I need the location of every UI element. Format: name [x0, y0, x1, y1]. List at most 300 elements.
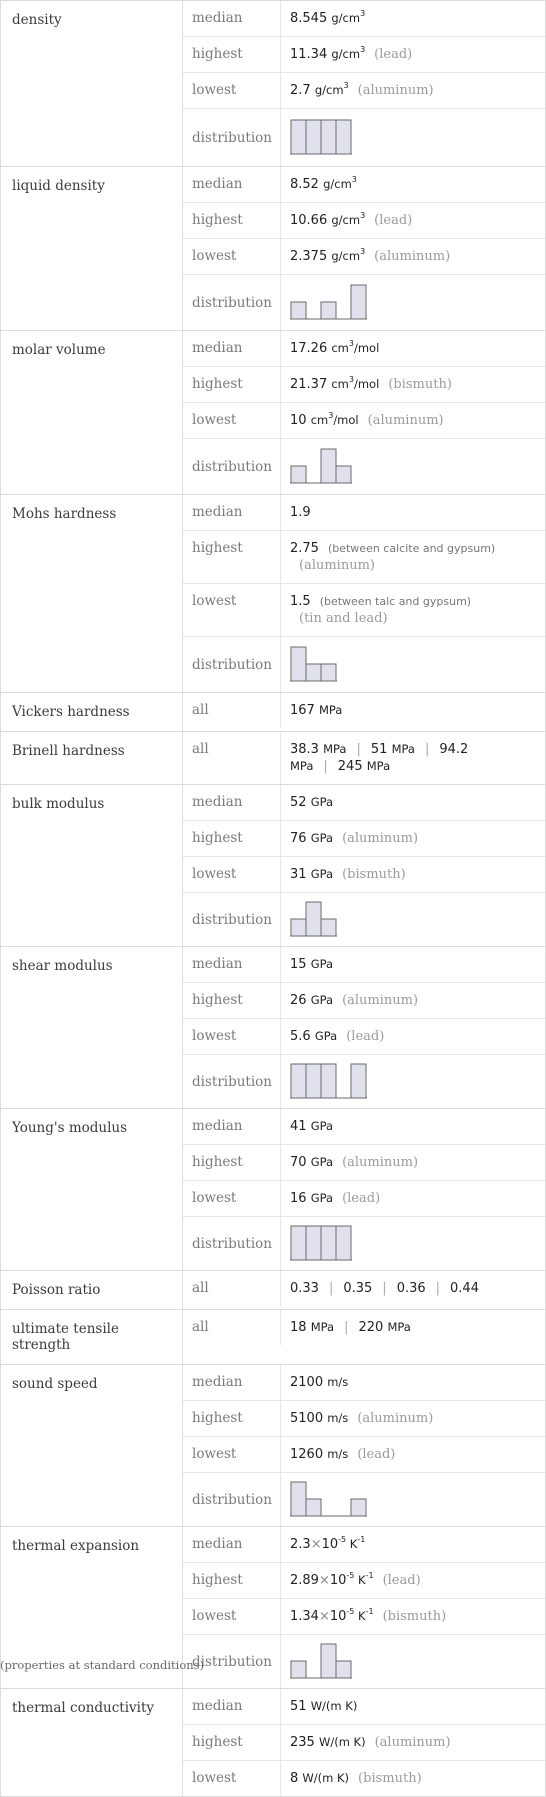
row-label — [183, 983, 281, 1018]
row-label-text: distribution — [192, 458, 272, 475]
value-comparison: (between talc and gypsum) — [319, 595, 472, 608]
row-value — [281, 857, 545, 892]
row-label-text: lowest — [192, 593, 237, 609]
unit-exponent: 3 — [360, 247, 366, 256]
row-label — [183, 531, 281, 583]
row-value — [281, 1271, 545, 1306]
value-unit: g/cm — [331, 11, 361, 25]
value-unit: cm — [331, 377, 349, 391]
histogram-bar — [351, 1064, 366, 1098]
histogram-bar — [321, 1064, 336, 1098]
row-label-text: distribution — [192, 1073, 272, 1090]
value-row — [183, 893, 545, 946]
property-values — [183, 732, 545, 784]
row-label — [183, 1145, 281, 1180]
value-note: (tin and lead) — [299, 611, 388, 626]
list-item — [290, 1320, 334, 1335]
value-number: 38.3 — [290, 742, 319, 757]
list-item — [371, 742, 415, 757]
row-label — [183, 785, 281, 820]
row-label-text: median — [192, 956, 243, 972]
value-row — [183, 439, 545, 494]
histogram-bar — [321, 919, 336, 936]
property-name: Brinell hardness — [1, 732, 183, 784]
value-unit: m/s — [327, 1375, 349, 1389]
row-label — [183, 203, 281, 238]
list-item — [338, 759, 390, 774]
value-unit: MPa — [290, 759, 314, 773]
value-number: 11.34 — [290, 47, 328, 62]
row-value — [281, 1019, 545, 1054]
row-label — [183, 1019, 281, 1054]
distribution-histogram — [290, 901, 337, 939]
value-row — [183, 37, 545, 73]
row-label — [183, 1217, 281, 1270]
value-row — [183, 983, 545, 1019]
value-number: 41 — [290, 1119, 307, 1134]
row-label-text: all — [192, 741, 209, 757]
value-note: (aluminum) — [342, 831, 419, 846]
value-note: (aluminum) — [357, 1411, 434, 1426]
value-number: 2.75 — [290, 541, 319, 556]
value-number: 1.9 — [290, 505, 311, 520]
row-value — [281, 1109, 545, 1144]
value-unit: MPa — [318, 703, 343, 717]
value-unit: cm — [310, 413, 329, 427]
row-value — [281, 1145, 545, 1180]
row-label-text: distribution — [192, 911, 272, 928]
value-row — [183, 109, 545, 166]
row-value — [281, 1310, 545, 1345]
value-row — [183, 785, 545, 821]
value-row — [183, 367, 545, 403]
row-value — [281, 1473, 545, 1526]
value-row — [183, 203, 545, 239]
value-comparison: (between calcite and gypsum) — [327, 542, 496, 555]
histogram-bar — [351, 1499, 366, 1516]
histogram-bar — [321, 120, 336, 154]
value-row — [183, 1271, 545, 1306]
row-value — [281, 439, 545, 494]
value-unit: GPa — [310, 1119, 334, 1133]
row-label-text: highest — [192, 1572, 243, 1588]
row-label-text: highest — [192, 1734, 243, 1750]
row-label-text: median — [192, 1536, 243, 1552]
row-label-text: all — [192, 702, 209, 718]
value-unit: K — [346, 1537, 358, 1551]
row-label-text: highest — [192, 540, 243, 556]
histogram-bar — [291, 466, 306, 483]
row-value — [281, 367, 545, 402]
value-row — [183, 732, 545, 784]
row-label — [183, 1689, 281, 1724]
row-value — [281, 495, 545, 530]
list-item — [290, 742, 346, 757]
row-label-text: highest — [192, 46, 243, 62]
value-unit: GPa — [310, 957, 334, 971]
property-group — [0, 1310, 546, 1365]
distribution-histogram — [290, 1643, 352, 1681]
row-value — [281, 73, 545, 108]
row-label — [183, 1055, 281, 1108]
row-label-text: median — [192, 340, 243, 356]
value-number: 31 — [290, 867, 307, 882]
row-label — [183, 1599, 281, 1634]
value-unit: MPa — [387, 1320, 411, 1334]
value-row — [183, 1725, 545, 1761]
histogram-bar — [321, 302, 336, 319]
row-label — [183, 495, 281, 530]
value-number: 18 — [290, 1320, 307, 1335]
value-unit-tail: /mol — [353, 341, 380, 355]
value-row — [183, 1473, 545, 1526]
value-unit: GPa — [310, 1191, 334, 1205]
row-value — [281, 1365, 545, 1400]
unit-exponent: 3 — [360, 211, 366, 220]
row-label-text: highest — [192, 376, 243, 392]
value-unit: MPa — [366, 759, 391, 773]
value-row — [183, 1310, 545, 1345]
value-unit: g/cm — [331, 47, 361, 61]
value-number: 15 — [290, 957, 307, 972]
value-number: 2.375 — [290, 249, 328, 264]
separator: | — [328, 1281, 334, 1296]
property-group — [0, 495, 546, 693]
histogram-bar — [351, 285, 366, 319]
value-number: 235 — [290, 1735, 315, 1750]
property-name: Vickers hardness — [1, 693, 183, 731]
histogram-bar — [291, 120, 306, 154]
distribution-histogram — [290, 448, 352, 486]
base-ten: 10 — [321, 1537, 339, 1552]
histogram-bar — [306, 664, 321, 681]
property-name: Mohs hardness — [1, 495, 183, 692]
value-note: (aluminum) — [357, 83, 434, 98]
row-label — [183, 1725, 281, 1760]
row-value — [281, 1527, 545, 1562]
row-label-text: distribution — [192, 656, 272, 673]
row-value — [281, 1599, 545, 1634]
separator: | — [356, 742, 361, 757]
value-row — [183, 1689, 545, 1725]
row-label — [183, 239, 281, 274]
value-number: 2.7 — [290, 83, 311, 98]
property-group — [0, 167, 546, 331]
list-item — [450, 1281, 479, 1296]
histogram-bar — [291, 647, 306, 681]
row-label — [183, 275, 281, 330]
row-label-text: lowest — [192, 412, 237, 428]
row-label-text: distribution — [192, 129, 272, 146]
value-number: 1260 — [290, 1447, 324, 1462]
row-value — [281, 1055, 545, 1108]
row-value — [281, 1181, 545, 1216]
property-name: sound speed — [1, 1365, 183, 1526]
property-name: molar volume — [1, 331, 183, 494]
value-row — [183, 1181, 545, 1217]
histogram-bar — [291, 1482, 306, 1516]
row-label — [183, 109, 281, 166]
row-label — [183, 403, 281, 438]
distribution-histogram — [290, 646, 337, 684]
list-item — [290, 1281, 319, 1296]
separator: | — [323, 759, 328, 774]
value-row — [183, 1109, 545, 1145]
property-values — [183, 1271, 545, 1309]
value-note: (lead) — [346, 1029, 385, 1044]
value-number: 5.6 — [290, 1029, 311, 1044]
value-number: 94.2 — [439, 742, 469, 757]
property-group — [0, 693, 546, 732]
histogram-bar — [321, 1226, 336, 1260]
value-row — [183, 73, 545, 109]
list-item — [397, 1281, 426, 1296]
row-label-text: lowest — [192, 1028, 237, 1044]
value-unit: MPa — [391, 742, 415, 756]
histogram-bar — [306, 1499, 321, 1516]
row-label-text: median — [192, 1698, 243, 1714]
row-value — [281, 1635, 545, 1688]
value-number: 220 — [358, 1320, 384, 1335]
property-values — [183, 167, 545, 330]
value-unit: g/cm — [314, 83, 344, 97]
property-group — [0, 1365, 546, 1527]
value-unit: m/s — [327, 1447, 349, 1461]
value-row — [183, 1563, 545, 1599]
property-values — [183, 693, 545, 731]
value-number: 5100 — [290, 1411, 324, 1426]
property-name: Young's modulus — [1, 1109, 183, 1270]
property-values — [183, 1689, 545, 1796]
value-number: 8.545 — [290, 11, 328, 26]
value-number: 26 — [290, 993, 307, 1008]
row-value — [281, 1725, 545, 1760]
value-note: (lead) — [382, 1573, 421, 1588]
value-unit: MPa — [323, 742, 347, 756]
value-number: 0.35 — [343, 1281, 373, 1296]
property-values — [183, 1, 545, 166]
value-note: (bismuth) — [342, 867, 406, 882]
row-label — [183, 947, 281, 982]
row-value — [281, 785, 545, 820]
value-row — [183, 1761, 545, 1796]
value-row — [183, 1365, 545, 1401]
value-note: (aluminum) — [374, 1735, 451, 1750]
histogram-bar — [306, 1226, 321, 1260]
histogram-bar — [291, 302, 306, 319]
row-value — [281, 637, 545, 692]
histogram-bar — [336, 1226, 351, 1260]
row-label — [183, 331, 281, 366]
row-value — [281, 275, 545, 330]
value-row — [183, 1437, 545, 1473]
value-unit: cm — [331, 341, 349, 355]
row-value — [281, 37, 545, 72]
row-label-text: median — [192, 1374, 243, 1390]
row-value — [281, 1563, 545, 1598]
row-label — [183, 1527, 281, 1562]
footnote: (properties at standard conditions) — [0, 1658, 205, 1672]
value-note: (aluminum) — [374, 249, 451, 264]
value-number: 2100 — [290, 1375, 324, 1390]
row-value — [281, 1401, 545, 1436]
row-label-text: distribution — [192, 1653, 272, 1670]
property-group — [0, 1271, 546, 1310]
value-note: (lead) — [357, 1447, 396, 1462]
property-values — [183, 1109, 545, 1270]
row-value — [281, 1437, 545, 1472]
property-values — [183, 495, 545, 692]
value-note: (aluminum) — [342, 993, 419, 1008]
row-label — [183, 893, 281, 946]
row-label — [183, 1365, 281, 1400]
value-number: 21.37 — [290, 377, 328, 392]
unit-exponent: -1 — [357, 1535, 366, 1544]
property-group — [0, 1689, 546, 1797]
row-value — [281, 983, 545, 1018]
row-label — [183, 1109, 281, 1144]
row-value — [281, 821, 545, 856]
histogram-bar — [306, 902, 321, 936]
histogram-bar — [291, 1226, 306, 1260]
value-mantissa: 2.89 — [290, 1573, 319, 1588]
base-ten: 10 — [329, 1573, 347, 1588]
property-group — [0, 732, 546, 785]
distribution-histogram — [290, 119, 352, 157]
value-row — [183, 403, 545, 439]
row-value — [281, 693, 545, 728]
property-name: thermal conductivity — [1, 1689, 183, 1796]
row-value — [281, 167, 545, 202]
row-label-text: lowest — [192, 82, 237, 98]
value-row — [183, 239, 545, 275]
value-row — [183, 1527, 545, 1563]
property-group — [0, 331, 546, 495]
row-label-text: median — [192, 176, 243, 192]
value-number: 0.44 — [450, 1281, 479, 1296]
value-number: 10 — [290, 413, 307, 428]
row-label — [183, 167, 281, 202]
value-row — [183, 821, 545, 857]
property-values — [183, 331, 545, 494]
unit-exponent: 3 — [328, 411, 334, 420]
histogram-bar — [321, 449, 336, 483]
row-label-text: distribution — [192, 294, 272, 311]
unit-exponent: 3 — [348, 339, 354, 348]
row-label-text: highest — [192, 992, 243, 1008]
value-unit: GPa — [310, 1155, 334, 1169]
separator: | — [344, 1320, 349, 1335]
row-label-text: lowest — [192, 1446, 237, 1462]
value-note: (lead) — [374, 47, 413, 62]
value-mantissa: 2.3 — [290, 1537, 311, 1552]
value-note: (aluminum) — [342, 1155, 419, 1170]
property-values — [183, 1310, 545, 1364]
property-values — [183, 947, 545, 1108]
distribution-histogram — [290, 284, 367, 322]
value-unit: W/(m K) — [318, 1735, 366, 1749]
exponent: -5 — [338, 1535, 347, 1544]
value-note: (bismuth) — [358, 1771, 422, 1786]
value-unit: g/cm — [331, 213, 361, 227]
exponent: -5 — [346, 1571, 355, 1580]
unit-exponent: -1 — [365, 1571, 374, 1580]
list-item — [290, 703, 342, 718]
value-unit: g/cm — [323, 177, 352, 191]
row-value — [281, 584, 545, 636]
value-unit-tail: /mol — [333, 413, 359, 427]
row-value — [281, 203, 545, 238]
property-group — [0, 0, 546, 167]
value-number: 16 — [290, 1191, 307, 1206]
value-row — [183, 1019, 545, 1055]
histogram-bar — [291, 1661, 306, 1678]
row-label-text: highest — [192, 1154, 243, 1170]
row-label-text: highest — [192, 212, 243, 228]
row-label — [183, 1761, 281, 1796]
row-label — [183, 821, 281, 856]
times-sign: × — [318, 1609, 330, 1624]
value-row — [183, 1599, 545, 1635]
value-number: 8 — [290, 1771, 299, 1786]
row-label — [183, 584, 281, 636]
row-label-text: highest — [192, 830, 243, 846]
value-number: 10.66 — [290, 213, 328, 228]
row-value — [281, 531, 545, 583]
row-label-text: lowest — [192, 1608, 237, 1624]
value-unit: g/cm — [331, 249, 361, 263]
unit-exponent: 3 — [360, 9, 366, 18]
property-values — [183, 785, 545, 946]
value-row — [183, 947, 545, 983]
value-note: (lead) — [342, 1191, 381, 1206]
value-number: 1.5 — [290, 594, 311, 609]
row-label-text: median — [192, 1118, 243, 1134]
value-unit: GPa — [310, 831, 334, 845]
value-row — [183, 1, 545, 37]
times-sign: × — [310, 1537, 322, 1552]
value-unit: W/(m K) — [302, 1771, 350, 1785]
row-label — [183, 1271, 281, 1306]
value-unit-tail: /mol — [353, 377, 380, 391]
row-value — [281, 732, 545, 784]
row-label — [183, 37, 281, 72]
row-value — [281, 239, 545, 274]
row-label — [183, 637, 281, 692]
value-number: 51 — [290, 1699, 307, 1714]
row-label — [183, 1310, 281, 1345]
exponent: -5 — [346, 1607, 355, 1616]
row-value — [281, 1689, 545, 1724]
value-note: (bismuth) — [388, 377, 452, 392]
histogram-bar — [291, 1064, 306, 1098]
value-unit: m/s — [327, 1411, 349, 1425]
property-group — [0, 785, 546, 947]
row-value — [281, 1, 545, 36]
histogram-bar — [321, 1644, 336, 1678]
value-number: 70 — [290, 1155, 307, 1170]
property-name: ultimate tensile strength — [1, 1310, 183, 1364]
value-number: 76 — [290, 831, 307, 846]
row-label-text: median — [192, 794, 243, 810]
value-number: 0.36 — [396, 1281, 426, 1296]
value-unit: W/(m K) — [310, 1699, 358, 1713]
row-label-text: lowest — [192, 866, 237, 882]
row-label-text: lowest — [192, 1770, 237, 1786]
row-label — [183, 1401, 281, 1436]
row-label — [183, 367, 281, 402]
value-row — [183, 857, 545, 893]
